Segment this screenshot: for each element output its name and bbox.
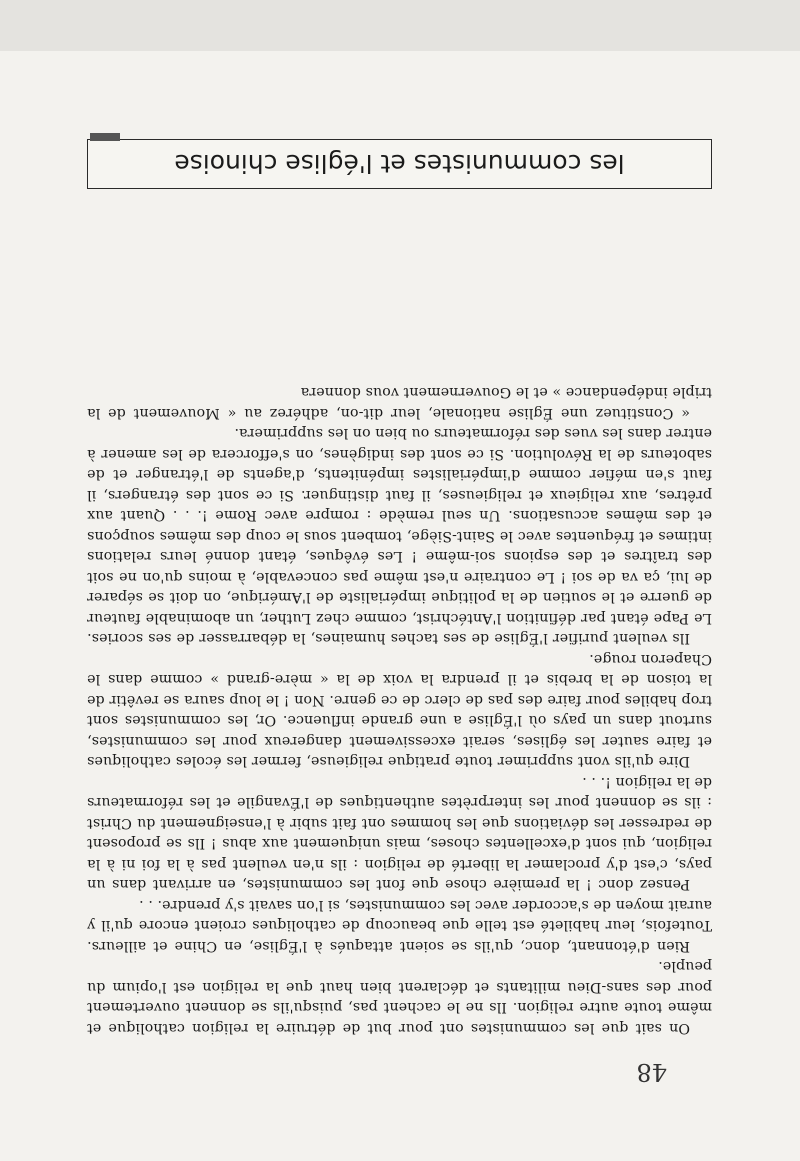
page-number: 48 xyxy=(636,1058,667,1086)
printer-mark xyxy=(90,133,120,141)
paragraph: Pensez donc ! la première chose que font les communistes, en arrivant dans un pays, c'est d'y proclamer la liberté de religion : ils n'en veulent pas à la foi ni à la religion, qui sont d'excellentes choses, mais uniquement aux abus ! Ils se proposent de redresser les déviations que les hommes ont fait subir à l'enseignement du Christ : ils se donnent pour les interprètes authentiques de l'Évangile et les réformateurs de la religion !. . . xyxy=(87,774,712,893)
paragraph: On sait que les communistes ont pour but de détruire la religion catholique et même toute autre religion. Ils ne le cachent pas, puisqu'ils se donnent ouvertement pour des sans-Dieu militants et déclarent bien haut que la religion est l'opium du peuple. xyxy=(87,958,712,1036)
paragraph: Dire qu'ils vont supprimer toute pratique religieuse, fermer les écoles catholiques et faire sauter les églises, serait excessivement dangereux pour les communistes, surtout dans un pays où l'Église a une grande influence. Or, les communistes sont trop habiles pour faire des pas de clerc de ce genre. Non ! le loup saura se revêtir de la toison de la brebis et il prendra la voix de la « mère-grand » comme dans le Chaperon rouge. xyxy=(87,651,712,770)
paragraph: Rien d'étonnant, donc, qu'ils se soient attaqués à l'Église, en Chine et ailleurs. Toutefois, leur habileté est telle que beaucoup de catholiques croient encore qu'il y aurait moyen de s'accorder avec les communistes, si l'on savait s'y prendre. . . xyxy=(87,897,712,954)
paragraph: « Constituez une Église nationale, leur dit-on, adhérez au « Mouvement de la triple indépendance » et le Gouvernement vous donnera xyxy=(87,384,712,421)
body-text xyxy=(87,382,712,1038)
paragraph: Ils veulent purifier l'Église de ses taches humaines, la débarrasser de ses scories. Le Pape étant par définition l'Antéchrist, comme chez Luther, un abominable fauteur de guerre et le soutien de la politique impérialiste de l'Amérique, on doit se séparer de lui, ça va de soi ! Le contraire n'est même pas concevable, à moins qu'on ne soit des traîtres et des espions soi-même ! Les évêques, étant donné leurs relations intimes et fréquentes avec le Saint-Siège, tombent sous le coup des mêmes soupçons et des mêmes accusations. Un seul remède : rompre avec Rome !. . . Quant aux prêtres, aux religieux et religieuses, il faut distinguer. Si ce sont des étrangers, il faut s'en méfier comme d'impérialistes impénitents, d'agents de l'étranger et de saboteurs de la Révolution. Si ce sont des indigènes, on s'efforcera de les amener à entrer dans les vues des réformateurs ou bien on les supprimera. xyxy=(87,425,712,647)
page-margin xyxy=(0,0,800,51)
chapter-title: les communistes et l'église chinoise xyxy=(87,139,712,189)
